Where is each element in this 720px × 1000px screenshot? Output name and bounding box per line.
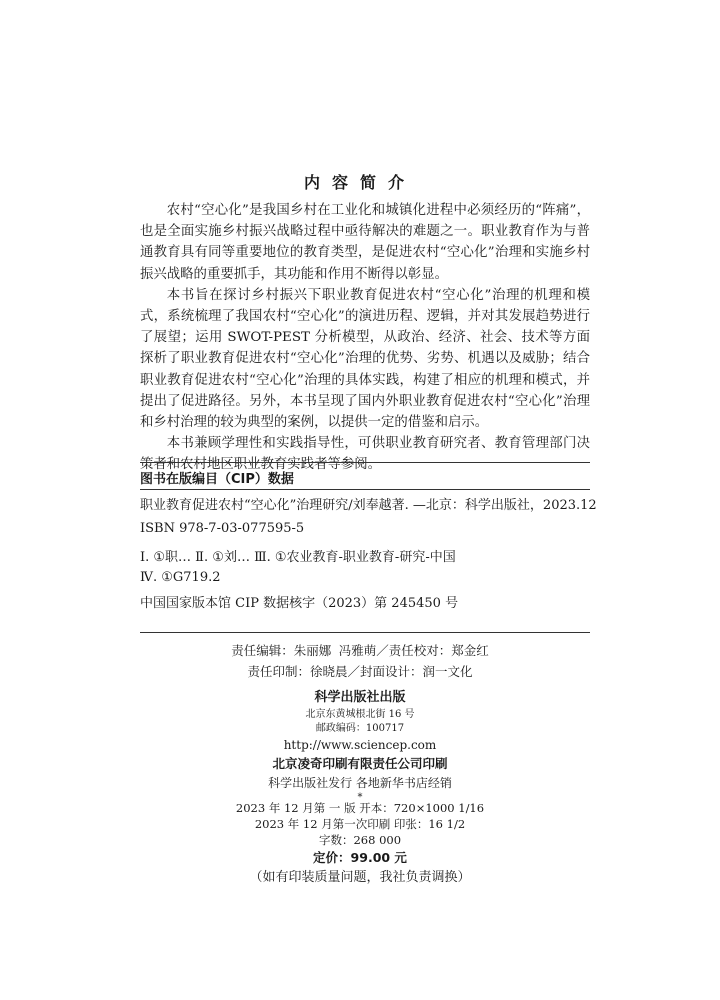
printer-name: 北京凌奇印刷有限责任公司印刷 (272, 756, 448, 771)
edition-line-1: 2023 年 12 月第 一 版 开本：720×1000 1/16 (235, 801, 485, 815)
distribution-line: 科学出版社发行 各地新华书店经销 (268, 776, 452, 790)
cip-check-number: 中国国家版本馆 CIP 数据核字（2023）第 245450 号 (140, 596, 459, 611)
divider-top (140, 462, 590, 463)
cip-block (140, 496, 600, 614)
summary-paragraph: 农村“空心化”是我国乡村在工业化和城镇化进程中必须经历的“阵痛”，也是全面实施乡村振兴战略过程中亟待解决的难题之一。职业教育作为与普通教育具有同等重要地位的教育类型，是促进农村“空心化”治理和实施乡村振兴战略的重要抓手，其功能和作用不断得以彰显。 (140, 203, 590, 282)
separator-mark: * (357, 792, 363, 803)
credits-line-2: 责任印制：徐晓晨／封面设计：润一文化 (247, 664, 473, 679)
publisher-block (0, 688, 720, 804)
cip-entry: 职业教育促进农村“空心化”治理研究/刘奉越著. —北京：科学出版社，2023.12 (140, 498, 597, 513)
summary-paragraph: 本书旨在探讨乡村振兴下职业教育促进农村“空心化”治理的机理和模式，系统梳理了我国农村“空心化”的演进历程、逻辑，并对其发展趋势进行了展望；运用 SWOT-PEST 分析模型，从政治、经济、社会、技术等方面探析了职业教育促进农村“空心化”治理的优势、劣势、机遇以及威胁；结合职业教育促进农村“空心化”治理的具体实践，构建了相应的机理和模式，并提出了促进路径。另外，本书呈现了国内外职业教育促进农村“空心化”治理和乡村治理的较为典型的案例，以提供一定的借鉴和启示。 (140, 287, 590, 431)
quality-note: （如有印装质量问题，我社负责调换） (249, 870, 471, 885)
word-count: 字数：268 000 (318, 833, 402, 847)
publisher-website: http://www.sciencep.com (283, 738, 437, 752)
divider-cip (140, 489, 590, 490)
summary-paragraph: 本书兼顾学理性和实践指导性，可供职业教育研究者、教育管理部门决策者和农村地区职业教育实践者等参阅。 (140, 436, 590, 473)
edition-block (0, 800, 720, 888)
summary-body (140, 200, 590, 476)
edition-line-2: 2023 年 12 月第一次印刷 印张：16 1/2 (254, 817, 466, 831)
credits (0, 640, 720, 682)
cip-class-1: Ⅰ. ①职… Ⅱ. ①刘… Ⅲ. ①农业教育-职业教育-研究-中国 (140, 550, 456, 565)
cip-title: 图书在版编目（CIP）数据 (140, 472, 294, 487)
credits-line-1: 责任编辑：朱丽娜 冯雅萌／责任校对：郑金红 (231, 643, 489, 658)
publisher-address: 北京东黄城根北街 16 号 (305, 709, 415, 720)
cip-class-2: Ⅳ. ①G719.2 (140, 570, 221, 585)
summary-title: 内容简介 (303, 173, 416, 192)
publisher-postcode: 邮政编码：100717 (315, 723, 405, 734)
price: 定价：99.00 元 (313, 850, 407, 865)
publisher-name: 科学出版社出版 (314, 690, 406, 705)
divider-bottom (140, 632, 590, 633)
cip-isbn: ISBN 978-7-03-077595-5 (140, 521, 305, 536)
